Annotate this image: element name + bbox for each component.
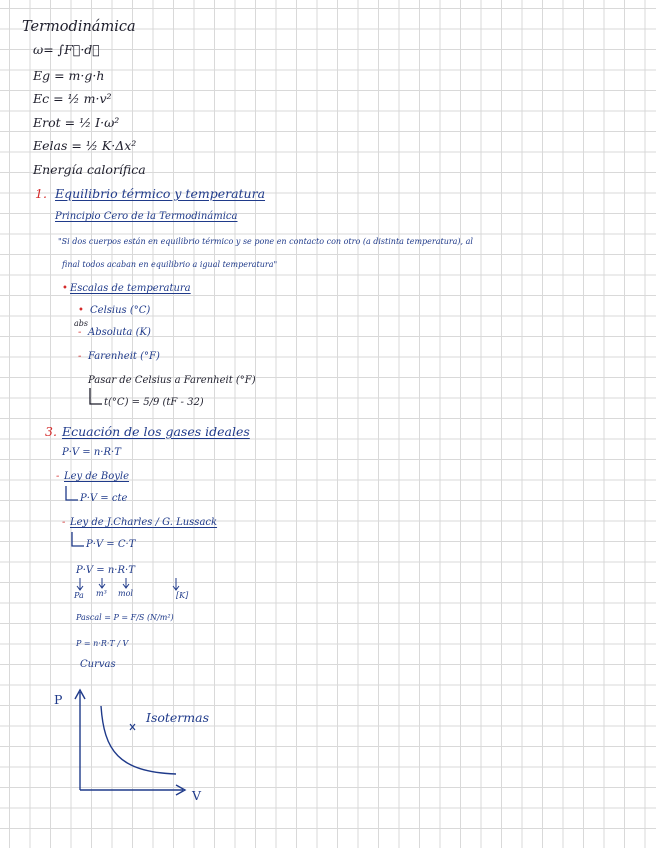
- boyle-bullet: -: [56, 471, 60, 482]
- abs-side-note: abs: [74, 319, 88, 328]
- section-3-title: Ecuación de los gases ideales: [62, 424, 250, 439]
- section-1-title: Equilibrio térmico y temperatura: [55, 186, 266, 201]
- section-3-number: 3.: [45, 424, 57, 439]
- boyle-law-formula: P·V = cte: [80, 493, 128, 504]
- rotational-energy-formula: Erot = ½ I·ω²: [33, 115, 120, 130]
- pressure-formula: P = n·R·T / V: [76, 639, 129, 648]
- zeroth-law-quote-line-1: "Si dos cuerpos están en equilibrio térmico y se pone en contacto con otro (a distinta temperatura), al: [58, 237, 473, 246]
- zeroth-law-quote-line-2: final todos acaban en equilibrio a igual temperatura": [62, 260, 278, 269]
- temperature-scales-title: Escalas de temperatura: [70, 283, 191, 294]
- celsius-scale: Celsius (°C): [90, 305, 151, 316]
- curves-title: Curvas: [80, 659, 116, 670]
- conversion-title: Pasar de Celsius a Farenheit (°F): [88, 375, 256, 386]
- fahrenheit-bullet: -: [78, 351, 82, 362]
- unit-cubic-meter: m³: [96, 589, 107, 598]
- isotherms-label: Isotermas: [146, 710, 209, 725]
- graph-x-axis-label: V: [192, 788, 202, 803]
- pv-graph: [75, 690, 185, 795]
- unit-mol: mol: [118, 589, 133, 598]
- absolute-bullet: -: [78, 327, 82, 338]
- zeroth-law-title: Principio Cero de la Termodinámica: [55, 211, 238, 222]
- kinetic-energy-formula: Ec = ½ m·v²: [33, 91, 112, 106]
- pascal-formula: Pascal = P = F/S (N/m²): [76, 613, 174, 622]
- ideal-gas-law: P·V = n·R·T: [62, 447, 121, 458]
- celsius-bullet: •: [78, 305, 84, 316]
- work-formula: ω= ∫F⃗·d⃗: [33, 42, 100, 57]
- unit-pascal: Pa: [74, 591, 84, 600]
- fahrenheit-scale: Farenheit (°F): [88, 351, 160, 362]
- charles-law-formula: P·V = C·T: [86, 539, 136, 550]
- heat-energy-label: Energía calorífica: [33, 162, 146, 177]
- charles-bullet: -: [62, 517, 66, 528]
- charles-law-title: Ley de J.Charles / G. Lussack: [70, 517, 218, 528]
- scales-bullet: •: [62, 283, 68, 294]
- section-1-number: 1.: [35, 186, 47, 201]
- unit-kelvin: [K]: [176, 591, 189, 600]
- elastic-energy-formula: Eelas = ½ K·Δx²: [33, 138, 137, 153]
- page-title: Termodinámica: [22, 19, 136, 35]
- potential-energy-formula: Eg = m·g·h: [33, 68, 105, 83]
- conversion-formula: t(°C) = 5/9 (tF - 32): [104, 397, 204, 408]
- graph-y-axis-label: P: [54, 692, 63, 707]
- ideal-gas-law-units: P·V = n·R·T: [76, 565, 135, 576]
- boyle-law-title: Ley de Boyle: [64, 471, 130, 482]
- absolute-scale: Absoluta (K): [88, 327, 151, 338]
